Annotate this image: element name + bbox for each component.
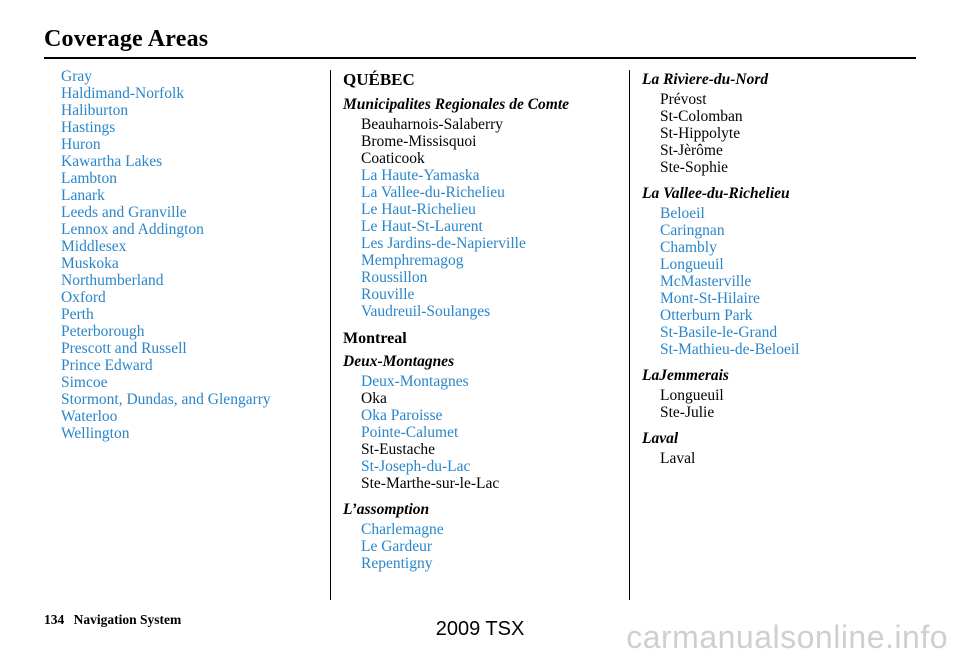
- group-laval: [642, 429, 922, 467]
- list-item: Ste-Julie: [660, 404, 715, 421]
- column-ontario-counties: [61, 68, 329, 442]
- list-item: Brome-Missisquoi: [361, 133, 477, 150]
- list-item: Simcoe: [61, 374, 108, 391]
- list-item: Hastings: [61, 119, 116, 136]
- subheading-vallee-du-richelieu: La Vallee-du-Richelieu: [642, 185, 790, 202]
- list-item: Chambly: [660, 239, 717, 256]
- list-item: Kawartha Lakes: [61, 153, 163, 170]
- list-item: St-Mathieu-de-Beloeil: [660, 341, 800, 358]
- list-item: Le Haut-St-Laurent: [361, 218, 483, 235]
- list-item: St-Basile-le-Grand: [660, 324, 778, 341]
- subheading-lajemmerais: LaJemmerais: [642, 367, 729, 384]
- list-item: St-Eustache: [361, 441, 436, 458]
- list-item: Oka Paroisse: [361, 407, 443, 424]
- province-heading: QUÉBEC: [343, 70, 415, 89]
- watermark-model: 2009 TSX: [435, 618, 525, 640]
- list-item: Les Jardins-de-Napierville: [361, 235, 526, 252]
- list-item: Prince Edward: [61, 357, 153, 374]
- column-quebec-continued: [642, 68, 922, 475]
- list-item: St-Jèrôme: [660, 142, 723, 159]
- list-item: Northumberland: [61, 272, 164, 289]
- laval-list: [642, 450, 922, 467]
- county-list: [61, 68, 329, 442]
- list-item: Haliburton: [61, 102, 129, 119]
- list-item: McMasterville: [660, 273, 752, 290]
- list-item: Wellington: [61, 425, 130, 442]
- mrc-list: [343, 116, 625, 320]
- deux-montagnes-list: [343, 373, 625, 492]
- subheading-laval: Laval: [642, 430, 679, 447]
- subheading-riviere-du-nord: La Rivìere-du-Nord: [642, 71, 769, 88]
- list-item: Oka: [361, 390, 387, 407]
- list-item: St-Colomban: [660, 108, 743, 125]
- list-item: Leeds and Granville: [61, 204, 187, 221]
- group-deux-montagnes: [343, 352, 625, 492]
- title-rule: [44, 57, 916, 59]
- list-item: Muskoka: [61, 255, 119, 272]
- list-item: Haldimand-Norfolk: [61, 85, 185, 102]
- group-vallee-du-richelieu: [642, 184, 922, 358]
- list-item: Charlemagne: [361, 521, 444, 538]
- riviere-du-nord-list: [642, 91, 922, 176]
- list-item: Laval: [660, 450, 696, 467]
- page-number: 134: [44, 612, 65, 627]
- subheading-deux-montagnes: Deux-Montagnes: [343, 353, 455, 370]
- list-item: Waterloo: [61, 408, 118, 425]
- list-item: Beauharnois-Salaberry: [361, 116, 504, 133]
- list-item: Deux-Montagnes: [361, 373, 469, 390]
- list-item: Prévost: [660, 91, 707, 108]
- column-divider-2: [629, 70, 630, 600]
- list-item: Peterborough: [61, 323, 145, 340]
- group-riviere-du-nord: [642, 70, 922, 176]
- list-item: Stormont, Dundas, and Glengarry: [61, 391, 271, 408]
- group-lassomption: [343, 500, 625, 572]
- list-item: Repentigny: [361, 555, 433, 572]
- lajemmerais-list: [642, 387, 922, 421]
- list-item: Pointe-Calumet: [361, 424, 459, 441]
- list-item: Memphremagog: [361, 252, 464, 269]
- watermark-url: carmanualsonline.info: [626, 619, 948, 655]
- list-item: Ste-Sophie: [660, 159, 729, 176]
- list-item: Middlesex: [61, 238, 127, 255]
- list-item: Lanark: [61, 187, 105, 204]
- page-title: Coverage Areas: [44, 26, 209, 52]
- group-mrc: [343, 95, 625, 320]
- section-name: Navigation System: [73, 612, 182, 627]
- subheading-lassomption: L’assomption: [343, 501, 430, 518]
- list-item: Oxford: [61, 289, 106, 306]
- list-item: Otterburn Park: [660, 307, 753, 324]
- lassomption-list: [343, 521, 625, 572]
- list-item: Le Gardeur: [361, 538, 432, 555]
- list-item: Rouville: [361, 286, 415, 303]
- list-item: La Vallee-du-Richelieu: [361, 184, 505, 201]
- list-item: Longueuil: [660, 256, 724, 273]
- list-item: Longueuil: [660, 387, 724, 404]
- list-item: La Haute-Yamaska: [361, 167, 480, 184]
- list-item: Beloeil: [660, 205, 705, 222]
- list-item: Roussillon: [361, 269, 428, 286]
- region-heading: Montreal: [343, 330, 407, 347]
- column-quebec: [343, 68, 625, 580]
- group-lajemmerais: [642, 366, 922, 421]
- list-item: Caringnan: [660, 222, 725, 239]
- list-item: St-Joseph-du-Lac: [361, 458, 471, 475]
- column-divider-1: [330, 70, 331, 600]
- list-item: Huron: [61, 136, 101, 153]
- subheading-mrc: Municipalites Regionales de Comte: [343, 96, 570, 113]
- list-item: Coaticook: [361, 150, 425, 167]
- list-item: St-Hippolyte: [660, 125, 741, 142]
- list-item: Ste-Marthe-sur-le-Lac: [361, 475, 500, 492]
- list-item: Le Haut-Richelieu: [361, 201, 476, 218]
- vallee-du-richelieu-list: [642, 205, 922, 358]
- list-item: Lennox and Addington: [61, 221, 204, 238]
- list-item: Perth: [61, 306, 94, 323]
- list-item: Prescott and Russell: [61, 340, 187, 357]
- list-item: Lambton: [61, 170, 117, 187]
- list-item: Vaudreuil-Soulanges: [361, 303, 491, 320]
- list-item: Gray: [61, 68, 92, 85]
- list-item: Mont-St-Hilaire: [660, 290, 760, 307]
